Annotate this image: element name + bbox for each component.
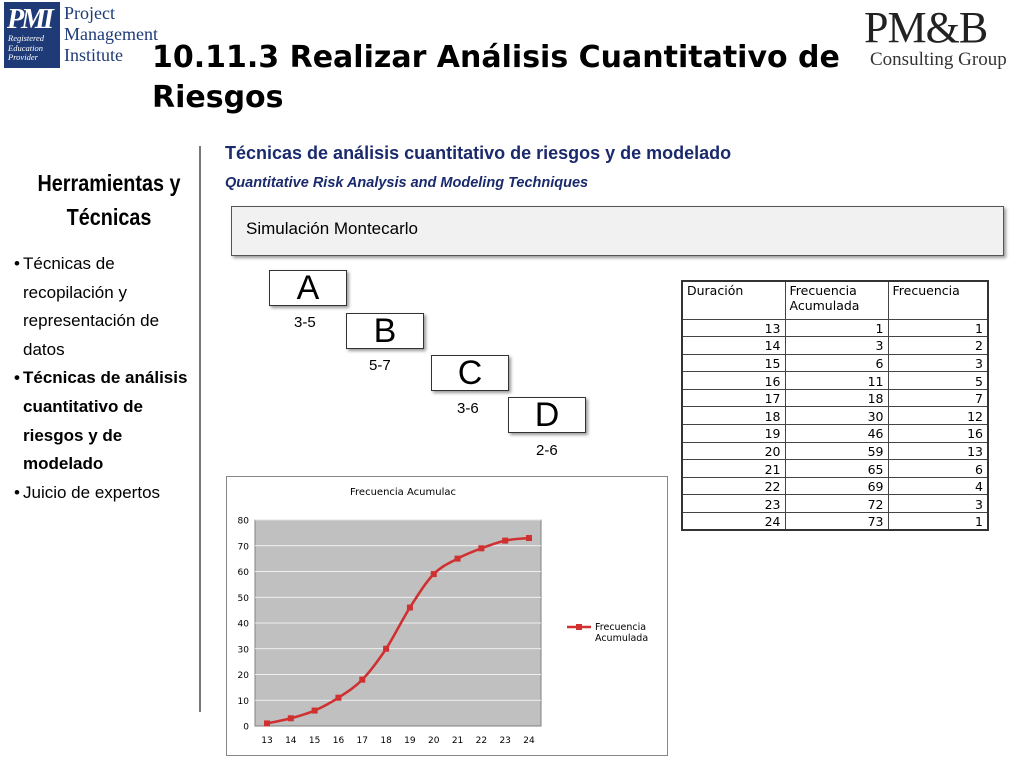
chart-data-point bbox=[312, 708, 318, 714]
activity-range-b: 5-7 bbox=[369, 357, 391, 374]
table-cell: 65 bbox=[785, 460, 888, 478]
pmi-name-line: Management bbox=[64, 24, 158, 44]
table-cell: 22 bbox=[682, 477, 785, 495]
chart-legend-label: Frecuencia bbox=[595, 622, 647, 633]
chart-y-tick: 20 bbox=[237, 671, 249, 681]
sidebar-item: • Técnicas de análisis cuantitativo de riesgos y de modelado bbox=[14, 364, 198, 478]
activity-range-c: 3-6 bbox=[457, 400, 479, 417]
chart-title: Frecuencia Acumulac bbox=[350, 487, 456, 498]
chart-y-tick: 50 bbox=[237, 593, 249, 604]
table-cell: 19 bbox=[682, 425, 785, 443]
chart-data-point bbox=[335, 695, 341, 701]
table-row bbox=[682, 337, 988, 355]
table-cell: 59 bbox=[785, 442, 888, 460]
table-row bbox=[682, 354, 988, 372]
table-cell: 18 bbox=[682, 407, 785, 425]
table-header-row bbox=[682, 281, 988, 319]
table-cell: 23 bbox=[682, 495, 785, 513]
cumulative-frequency-chart bbox=[226, 476, 668, 756]
table-cell: 6 bbox=[888, 460, 988, 478]
table-cell: 69 bbox=[785, 477, 888, 495]
chart-x-tick: 24 bbox=[523, 736, 535, 746]
chart-x-tick: 19 bbox=[404, 736, 416, 746]
section-subtitle: Quantitative Risk Analysis and Modeling Techniques bbox=[225, 175, 589, 191]
activity-range-a: 3-5 bbox=[294, 314, 316, 331]
activity-box-a: A bbox=[269, 270, 347, 306]
chart-y-tick: 70 bbox=[237, 542, 249, 553]
table-cell: 72 bbox=[785, 495, 888, 513]
chart-x-tick: 23 bbox=[499, 736, 511, 746]
simulation-box bbox=[231, 206, 1004, 256]
table-cell: 13 bbox=[888, 442, 988, 460]
table-cell: 30 bbox=[785, 407, 888, 425]
chart-y-tick: 60 bbox=[237, 568, 249, 578]
table-cell: 3 bbox=[888, 495, 988, 513]
table-cell: 6 bbox=[785, 354, 888, 372]
chart-data-point bbox=[431, 571, 437, 577]
chart-x-tick: 13 bbox=[261, 736, 273, 746]
activity-range-d: 2-6 bbox=[536, 442, 558, 459]
pmi-name-line: Institute bbox=[64, 45, 123, 65]
table-cell: 7 bbox=[888, 389, 988, 407]
table-cell: 3 bbox=[785, 337, 888, 355]
pmi-mark-subtitle bbox=[8, 34, 44, 63]
table-row bbox=[682, 389, 988, 407]
table-cell: 16 bbox=[682, 372, 785, 390]
pmi-name-line: Project bbox=[64, 3, 115, 23]
chart-y-tick: 30 bbox=[237, 645, 249, 656]
chart-x-tick: 16 bbox=[332, 736, 345, 746]
table-cell: 2 bbox=[888, 337, 988, 355]
chart-x-tick: 21 bbox=[451, 736, 464, 746]
page-title: 10.11.3 Realizar Análisis Cuantitativo de Riesgos bbox=[152, 40, 840, 115]
pmi-mark-sub-line: Education bbox=[8, 42, 43, 53]
table-row bbox=[682, 319, 988, 337]
table-row bbox=[682, 477, 988, 495]
chart-x-tick: 18 bbox=[380, 736, 392, 746]
frequency-table bbox=[681, 280, 989, 531]
chart-data-point bbox=[455, 556, 461, 562]
activity-box-d: D bbox=[508, 397, 586, 433]
chart-legend-label: Acumulada bbox=[595, 633, 649, 644]
table-cell: 17 bbox=[682, 389, 785, 407]
chart-svg bbox=[227, 477, 667, 755]
sidebar-list bbox=[14, 250, 198, 507]
chart-data-point bbox=[478, 545, 484, 551]
table-header-duration: Duración bbox=[682, 281, 785, 319]
table-cell: 11 bbox=[785, 372, 888, 390]
table-row bbox=[682, 372, 988, 390]
pmi-mark-sub-line: Provider bbox=[8, 52, 38, 62]
pmi-mark-letters: PMI bbox=[7, 4, 51, 35]
table-cell: 4 bbox=[888, 477, 988, 495]
table-cell: 12 bbox=[888, 407, 988, 425]
table-row bbox=[682, 495, 988, 513]
pmi-logo-name bbox=[64, 3, 158, 66]
table-cell: 46 bbox=[785, 425, 888, 443]
chart-data-point bbox=[359, 677, 365, 683]
table-cell: 3 bbox=[888, 354, 988, 372]
chart-y-tick: 10 bbox=[237, 696, 249, 707]
chart-x-tick: 20 bbox=[428, 736, 440, 746]
pmi-logo bbox=[4, 2, 158, 68]
vertical-divider bbox=[199, 146, 201, 712]
activity-box-b: B bbox=[346, 313, 424, 349]
sidebar-item: • Técnicas de recopilación y representación de datos bbox=[14, 250, 198, 364]
sidebar-item: • Juicio de expertos bbox=[14, 479, 198, 508]
pmi-logo-mark bbox=[4, 2, 60, 68]
chart-x-tick: 17 bbox=[356, 736, 368, 746]
pmi-mark-sub-line: Registered bbox=[8, 33, 45, 43]
pmb-logo bbox=[864, 3, 1016, 72]
table-cell: 20 bbox=[682, 442, 785, 460]
table-body bbox=[682, 319, 988, 530]
chart-data-point bbox=[502, 538, 508, 544]
table-cell: 5 bbox=[888, 372, 988, 390]
pmb-logo-main: PM&B bbox=[864, 3, 988, 52]
table-row bbox=[682, 425, 988, 443]
table-row bbox=[682, 460, 988, 478]
chart-y-tick: 0 bbox=[243, 722, 249, 733]
table-cell: 24 bbox=[682, 513, 785, 531]
table-cell: 21 bbox=[682, 460, 785, 478]
chart-data-point bbox=[383, 646, 389, 652]
table-cell: 14 bbox=[682, 337, 785, 355]
section-title: Técnicas de análisis cuantitativo de riesgos y de modelado bbox=[225, 143, 732, 163]
table-cell: 13 bbox=[682, 319, 785, 337]
chart-data-point bbox=[264, 720, 270, 726]
table-header-frequency: Frecuencia bbox=[888, 281, 988, 319]
activity-box-c: C bbox=[431, 355, 509, 391]
table-cell: 15 bbox=[682, 354, 785, 372]
chart-y-tick: 40 bbox=[237, 619, 249, 630]
chart-x-tick: 22 bbox=[475, 736, 488, 746]
table-cell: 1 bbox=[888, 319, 988, 337]
pmb-logo-sub: Consulting Group bbox=[870, 49, 1007, 70]
table-cell: 18 bbox=[785, 389, 888, 407]
table-cell: 1 bbox=[888, 513, 988, 531]
chart-x-tick: 14 bbox=[285, 736, 297, 746]
chart-y-tick: 80 bbox=[237, 516, 249, 527]
sidebar-heading: Herramientas y Técnicas bbox=[37, 170, 181, 230]
chart-data-point bbox=[288, 715, 294, 721]
table-row bbox=[682, 407, 988, 425]
table-cell: 1 bbox=[785, 319, 888, 337]
chart-data-point bbox=[526, 535, 532, 541]
table-header-cumulative: Frecuencia Acumulada bbox=[785, 281, 888, 319]
table-cell: 73 bbox=[785, 513, 888, 531]
table-row bbox=[682, 513, 988, 531]
chart-x-tick: 15 bbox=[308, 736, 321, 746]
chart-legend-marker bbox=[576, 624, 582, 630]
table-row bbox=[682, 442, 988, 460]
chart-data-point bbox=[407, 605, 413, 611]
table-cell: 16 bbox=[888, 425, 988, 443]
simulation-label: Simulación Montecarlo bbox=[246, 219, 418, 238]
